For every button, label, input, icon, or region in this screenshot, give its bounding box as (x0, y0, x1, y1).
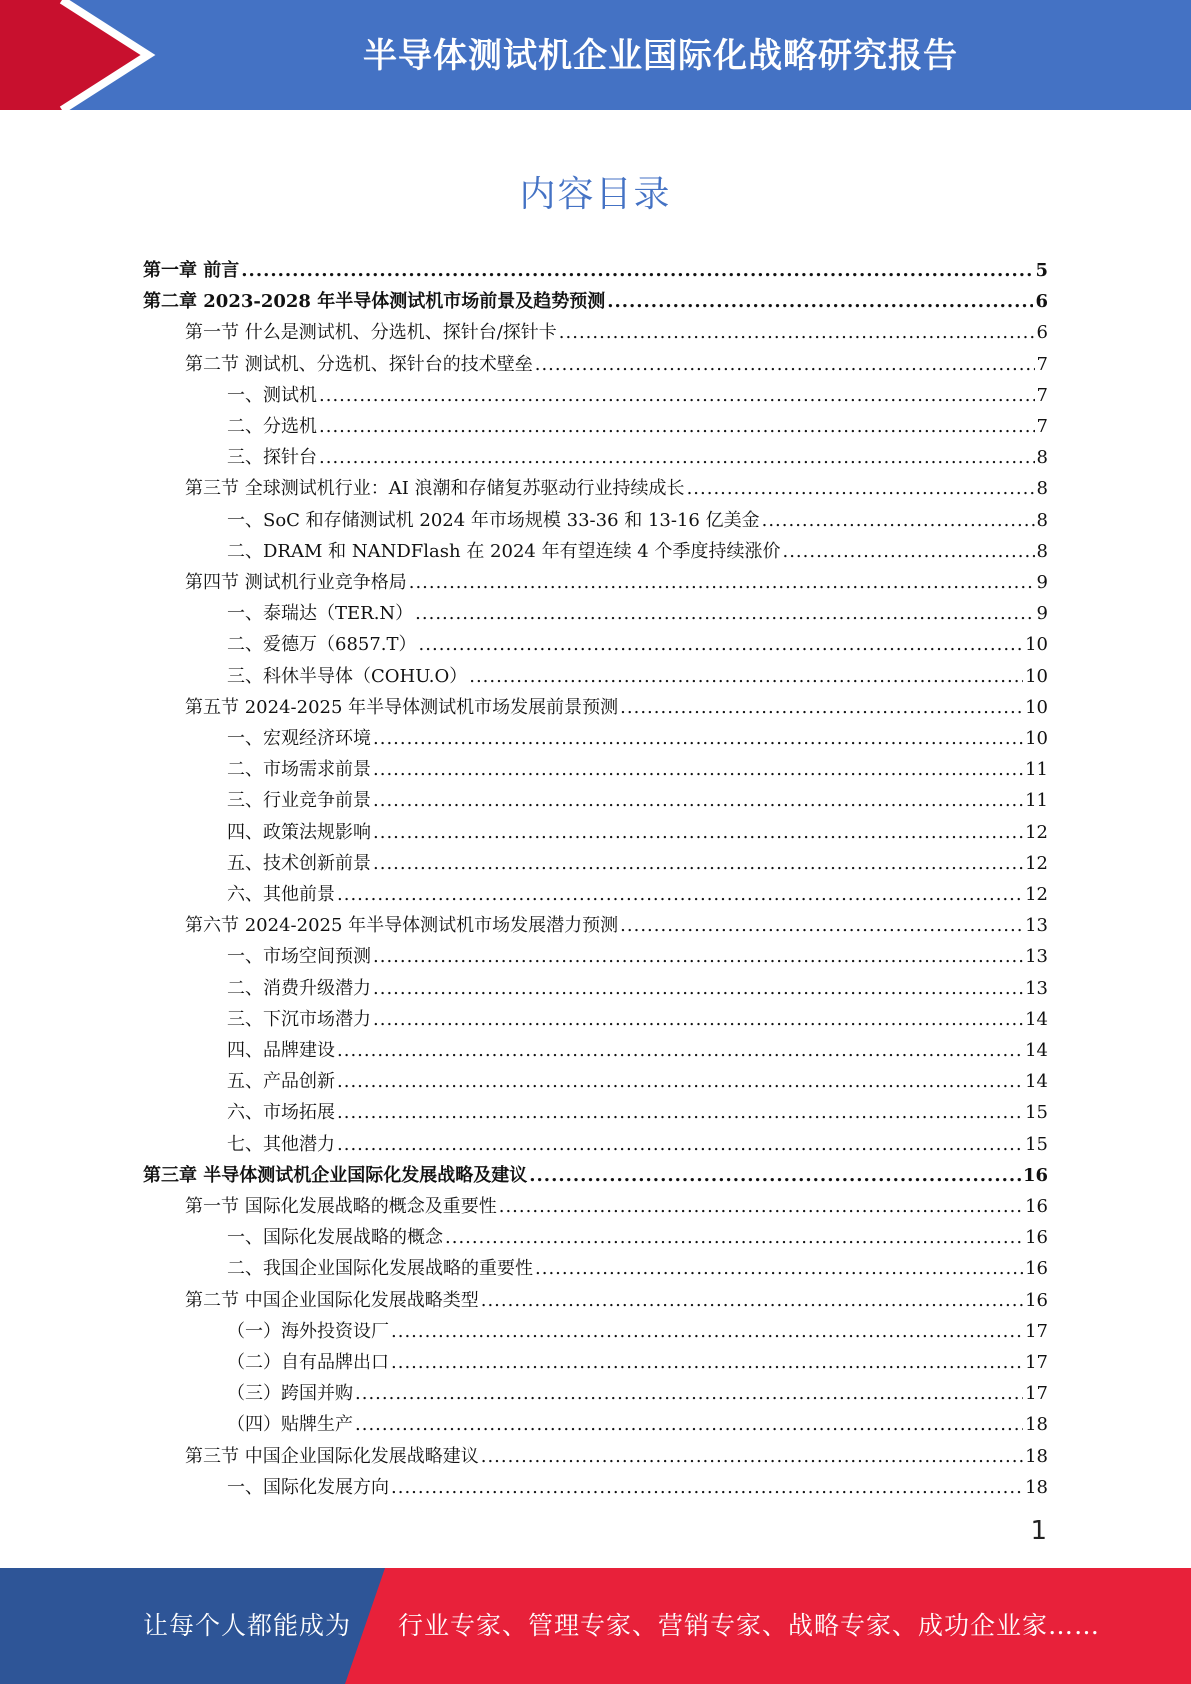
toc-dot-leader (607, 286, 1033, 317)
toc-entry-page: 18 (1025, 1445, 1048, 1467)
toc-dot-leader (409, 567, 1035, 598)
toc-entry[interactable] (185, 1191, 1048, 1222)
toc-entry[interactable] (227, 723, 1048, 754)
toc-entry[interactable] (185, 317, 1048, 348)
toc-entry-page: 10 (1025, 634, 1048, 656)
toc-entry-title: 六、其他前景 (227, 884, 335, 905)
toc-entry-title: 第二节 中国企业国际化发展战略类型 (185, 1289, 479, 1311)
toc-entry-page: 16 (1025, 1289, 1048, 1311)
toc-entry[interactable] (227, 1035, 1048, 1066)
toc-entry-page: 8 (1036, 478, 1048, 500)
toc-dot-leader (620, 692, 1023, 723)
page-header (0, 0, 1191, 110)
toc-dot-leader (373, 754, 1023, 785)
toc-dot-leader (535, 1253, 1023, 1284)
toc-dot-leader (481, 1441, 1023, 1472)
toc-entry-page: 12 (1025, 884, 1048, 905)
toc-entry[interactable] (227, 1222, 1048, 1253)
toc-entry-page: 17 (1025, 1352, 1048, 1373)
toc-entry-page: 7 (1036, 384, 1048, 406)
toc-entry[interactable] (185, 473, 1048, 504)
toc-entry-page: 11 (1025, 759, 1048, 781)
page-number: 1 (1030, 1516, 1047, 1546)
toc-entry-title: 一、泰瑞达（TER.N） (227, 603, 414, 625)
toc-entry[interactable] (227, 848, 1048, 879)
toc-entry-title: （一）海外投资设厂 (227, 1320, 389, 1342)
toc-entry[interactable] (227, 661, 1048, 692)
toc-entry-page: 5 (1035, 260, 1048, 281)
toc-entry-title: 四、品牌建设 (227, 1040, 335, 1061)
toc-entry[interactable] (227, 505, 1048, 536)
toc-entry-title: （四）贴牌生产 (227, 1414, 353, 1436)
toc-dot-leader (687, 473, 1035, 504)
toc-entry-page: 10 (1025, 728, 1048, 749)
toc-entry[interactable] (143, 255, 1048, 286)
toc-entry-title: （三）跨国并购 (227, 1383, 353, 1405)
toc-entry[interactable] (227, 1409, 1048, 1440)
toc-entry-title: 一、SoC 和存储测试机 2024 年市场规模 33-36 和 13-16 亿美金 (227, 509, 760, 531)
toc-entry-title: （二）自有品牌出口 (227, 1352, 389, 1373)
toc-dot-leader (762, 505, 1035, 536)
toc-entry-page: 17 (1025, 1383, 1048, 1405)
toc-dot-leader (337, 1035, 1023, 1066)
toc-entry-page: 14 (1025, 1040, 1048, 1061)
toc-dot-leader (445, 1222, 1023, 1253)
toc-entry-title: 四、政策法规影响 (227, 821, 371, 843)
toc-entry-title: 一、测试机 (227, 384, 317, 406)
toc-dot-leader (319, 411, 1035, 442)
toc-entry[interactable] (227, 1129, 1048, 1160)
toc-dot-leader (373, 817, 1023, 848)
toc-entry[interactable] (227, 442, 1048, 473)
toc-entry[interactable] (185, 349, 1048, 380)
toc-dot-leader (373, 941, 1023, 972)
toc-entry-page: 18 (1025, 1414, 1048, 1436)
footer-slogan-left: 让每个人都能成为 (143, 1611, 352, 1640)
toc-entry-title: 六、市场拓展 (227, 1102, 335, 1124)
toc-entry[interactable] (185, 1441, 1048, 1472)
toc-dot-leader (391, 1316, 1023, 1347)
toc-entry-title: 第五节 2024-2025 年半导体测试机市场发展前景预测 (185, 696, 619, 718)
toc-entry-title: 第二节 测试机、分选机、探针台的技术壁垒 (185, 353, 533, 375)
toc-dot-leader (373, 1004, 1023, 1035)
toc-entry-title: 第一节 国际化发展战略的概念及重要性 (185, 1196, 497, 1217)
toc-entry-page: 13 (1025, 977, 1048, 999)
toc-entry-title: 第三章 半导体测试机企业国际化发展战略及建议 (143, 1164, 528, 1186)
toc-entry[interactable] (227, 629, 1048, 660)
toc-entry-page: 11 (1025, 790, 1048, 812)
toc-dot-leader (620, 910, 1023, 941)
toc-entry-page: 12 (1025, 821, 1048, 843)
toc-entry[interactable] (227, 973, 1048, 1004)
toc-entry[interactable] (227, 1316, 1048, 1347)
toc-entry-title: 一、国际化发展战略的概念 (227, 1227, 443, 1249)
toc-entry-page: 13 (1025, 915, 1048, 937)
toc-dot-leader (529, 1160, 1021, 1191)
toc-dot-leader (415, 598, 1034, 629)
toc-dot-leader (499, 1191, 1023, 1222)
toc-dot-leader (337, 1066, 1023, 1097)
toc-dot-leader (373, 848, 1023, 879)
toc-entry-title: 三、下沉市场潜力 (227, 1008, 371, 1030)
toc-dot-leader (355, 1378, 1023, 1409)
toc-entry-page: 9 (1036, 572, 1048, 593)
toc-entry-page: 13 (1025, 946, 1048, 968)
toc-dot-leader (373, 973, 1023, 1004)
toc-entry-title: 三、科休半导体（COHU.O） (227, 665, 468, 687)
toc-entry-page: 7 (1036, 416, 1048, 437)
toc-entry-page: 14 (1025, 1008, 1048, 1030)
toc-dot-leader (373, 785, 1023, 816)
toc-entry-page: 9 (1036, 603, 1048, 625)
toc-entry[interactable] (227, 536, 1048, 567)
toc-dot-leader (241, 255, 1033, 286)
toc-entry-title: 三、探针台 (227, 447, 317, 469)
toc-entry-page: 17 (1025, 1320, 1048, 1342)
toc-entry-title: 二、市场需求前景 (227, 759, 371, 781)
toc-dot-leader (337, 1129, 1023, 1160)
toc-entry[interactable] (227, 380, 1048, 411)
toc-entry-page: 8 (1036, 509, 1048, 531)
toc-entry-page: 14 (1025, 1071, 1048, 1093)
toc-entry-title: 二、爱德万（6857.T） (227, 634, 417, 656)
toc-entry-title: 二、分选机 (227, 416, 317, 437)
toc-entry[interactable] (227, 1253, 1048, 1284)
toc-entry-page: 8 (1036, 540, 1048, 562)
toc-entry[interactable] (185, 692, 1048, 723)
toc-entry-title: 五、产品创新 (227, 1071, 335, 1093)
toc-entry-title: 第六节 2024-2025 年半导体测试机市场发展潜力预测 (185, 915, 619, 937)
toc-entry[interactable] (227, 817, 1048, 848)
toc-entry-title: 第一章 前言 (143, 260, 240, 281)
toc-heading: 内容目录 (519, 174, 672, 215)
toc-dot-leader (535, 349, 1035, 380)
toc-entry[interactable] (227, 1066, 1048, 1097)
toc-entry-title: 第二章 2023-2028 年半导体测试机市场前景及趋势预测 (143, 291, 606, 313)
toc-entry-page: 10 (1025, 696, 1048, 718)
toc-entry[interactable] (227, 941, 1048, 972)
toc-entry[interactable] (185, 1285, 1048, 1316)
toc-dot-leader (481, 1285, 1023, 1316)
toc-entry[interactable] (143, 286, 1048, 317)
toc-dot-leader (319, 442, 1035, 473)
toc-dot-leader (559, 317, 1035, 348)
toc-entry-title: 第四节 测试机行业竞争格局 (185, 572, 407, 593)
page-footer (0, 1568, 1191, 1684)
toc-entry-title: 七、其他潜力 (227, 1133, 335, 1155)
toc-entry[interactable] (227, 1472, 1048, 1503)
toc-dot-leader (355, 1409, 1023, 1440)
toc-entry[interactable] (227, 1378, 1048, 1409)
toc-entry[interactable] (227, 754, 1048, 785)
toc-entry[interactable] (143, 1160, 1048, 1191)
toc-entry-page: 15 (1025, 1102, 1048, 1124)
toc-entry-title: 第三节 全球测试机行业：AI 浪潮和存储复苏驱动行业持续成长 (185, 478, 685, 500)
toc-entry-page: 16 (1025, 1258, 1048, 1280)
toc-entry[interactable] (227, 598, 1048, 629)
toc-entry[interactable] (227, 1347, 1048, 1378)
toc-entry-title: 第三节 中国企业国际化发展战略建议 (185, 1445, 479, 1467)
toc-dot-leader (419, 629, 1024, 660)
toc-entry[interactable] (185, 910, 1048, 941)
toc-dot-leader (391, 1472, 1023, 1503)
toc-entry-title: 二、我国企业国际化发展战略的重要性 (227, 1258, 533, 1280)
toc-entry-page: 10 (1025, 665, 1048, 687)
toc-dot-leader (373, 723, 1023, 754)
toc-entry-page: 12 (1025, 852, 1048, 874)
report-title: 半导体测试机企业国际化战略研究报告 (363, 36, 958, 76)
toc-entry-page: 18 (1025, 1476, 1048, 1498)
toc-dot-leader (782, 536, 1034, 567)
toc-entry-page: 6 (1036, 322, 1048, 344)
toc-entry-title: 一、国际化发展方向 (227, 1476, 389, 1498)
toc-dot-leader (337, 879, 1023, 910)
toc-entry-page: 16 (1025, 1227, 1048, 1249)
toc-entry-title: 五、技术创新前景 (227, 852, 371, 874)
toc-entry-title: 一、市场空间预测 (227, 946, 371, 968)
toc-dot-leader (319, 380, 1035, 411)
toc-entry-page: 8 (1036, 447, 1048, 469)
toc-entry[interactable] (227, 1004, 1048, 1035)
toc-dot-leader (337, 1097, 1023, 1128)
toc-entry-title: 第一节 什么是测试机、分选机、探针台/探针卡 (185, 322, 557, 344)
toc-entry-page: 16 (1022, 1164, 1048, 1186)
toc-entry-page: 15 (1025, 1133, 1048, 1155)
toc-entry-title: 二、DRAM 和 NANDFlash 在 2024 年有望连续 4 个季度持续涨价 (227, 540, 781, 562)
toc-entry[interactable] (227, 785, 1048, 816)
toc-dot-leader (391, 1347, 1023, 1378)
toc-entry-page: 16 (1025, 1196, 1048, 1217)
toc-entry[interactable] (185, 567, 1048, 598)
toc-entry[interactable] (227, 879, 1048, 910)
toc-entry-page: 7 (1036, 353, 1048, 375)
toc-entry-title: 三、行业竞争前景 (227, 790, 371, 812)
toc-entry[interactable] (227, 411, 1048, 442)
toc-dot-leader (469, 661, 1023, 692)
footer-slogan-right: 行业专家、管理专家、营销专家、战略专家、成功企业家…… (398, 1611, 1101, 1640)
toc-entry[interactable] (227, 1097, 1048, 1128)
toc-entry-title: 二、消费升级潜力 (227, 977, 371, 999)
toc-entry-title: 一、宏观经济环境 (227, 728, 371, 749)
toc-entry-page: 6 (1035, 291, 1048, 313)
